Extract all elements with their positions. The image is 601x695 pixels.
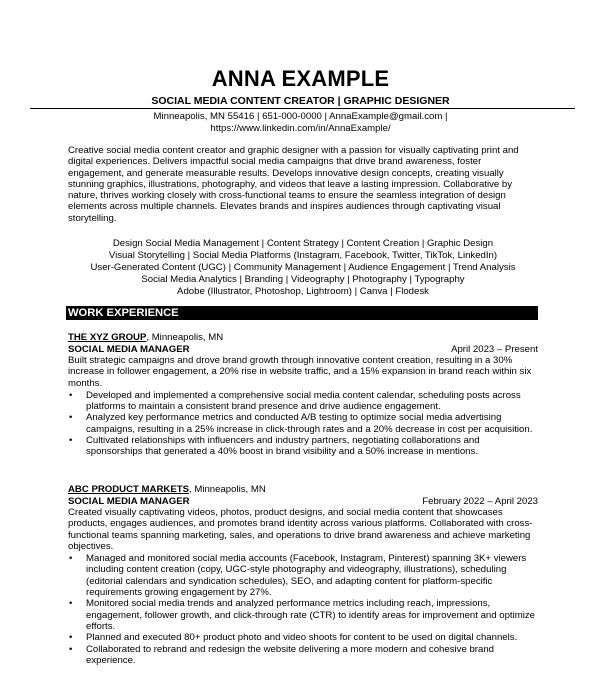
company-location: , Minneapolis, MN [146, 332, 224, 343]
list-item [68, 598, 538, 632]
candidate-name: ANNA EXAMPLE [211, 66, 390, 91]
bullet-icon: • [69, 553, 73, 565]
job-title: SOCIAL MEDIA MANAGER [68, 343, 190, 355]
contact-info [0, 111, 601, 135]
skills-line: Visual Storytelling | Social Media Platforms (Instagram, Facebook, Twitter, TikTok, LinkedIn) [108, 250, 498, 262]
skills-list [68, 238, 538, 298]
company-line [68, 332, 538, 344]
bullet-icon: • [69, 412, 73, 424]
skills-line: Design Social Media Management | Content Strategy | Content Creation | Graphic Design [112, 238, 494, 249]
skills-line: User-Generated Content (UGC) | Community Management | Audience Engagement | Trend Analysis [90, 262, 516, 274]
bullet-text: Planned and executed 80+ product photo and video shoots for content to be used on digital channels. [86, 632, 518, 644]
job-title-row [68, 344, 538, 356]
company-location: , Minneapolis, MN [189, 484, 266, 495]
list-item [68, 632, 538, 643]
bullet-text: Managed and monitored social media accounts (Facebook, Instagram, Pinterest) spanning 3K+ viewers including content creation (copy, UGC-style photography and videography, illustrations), scheduling (editorial calendars and syndication schedules), SEO, and adapting content for platform-specific requirements growing engagement by 27%. [86, 553, 527, 599]
list-item [68, 644, 538, 667]
list-item [68, 412, 538, 435]
bullet-icon: • [69, 435, 73, 447]
candidate-subtitle: SOCIAL MEDIA CONTENT CREATOR | GRAPHIC DESIGNER [151, 95, 450, 107]
list-item [68, 435, 538, 458]
bullet-text: Cultivated relationships with influencers and industry partners, negotiating collaborations and sponsorships that generated a 40% boost in brand visibility and a 50% increase in mentions. [86, 435, 480, 458]
company-name: THE XYZ GROUP [68, 332, 147, 343]
job-entry [68, 484, 538, 666]
bullet-text: Developed and implemented a comprehensive social media content calendar, scheduling posts across platforms to maintain a consistent brand presence and drive audience engagement. [86, 389, 521, 413]
job-description: Created visually captivating videos, photos, product designs, and social media content that showcases products, engages audiences, and promotes brand identity across various platforms. Collaborated with cross-functional teams spanning marketing, sales, and operations to drive brand awareness and achieve marketing objectives. [68, 507, 533, 552]
contact-line-1: Minneapolis, MN 55416 | 651-000-0000 | AnnaExample@gmail.com | [153, 111, 448, 122]
list-item [68, 390, 538, 413]
bullet-icon: • [69, 389, 73, 401]
header-divider [30, 108, 575, 109]
work-experience-heading: WORK EXPERIENCE [66, 306, 538, 320]
job-title: SOCIAL MEDIA MANAGER [68, 495, 190, 507]
job-dates: February 2022 – April 2023 [422, 495, 538, 507]
bullet-text: Monitored social media trends and analyzed performance metrics including reach, impressions, engagement, follower growth, and click-through rate (CTR) to identify areas for improvement and optimize efforts. [86, 598, 535, 632]
job-dates: April 2023 – Present [451, 343, 538, 355]
bullet-text: Analyzed key performance metrics and conducted A/B testing to optimize social media advertising campaigns, resulting in a 25% increase in click-through rates and a 20% decrease in cost per acquisition. [86, 412, 533, 435]
contact-line-2: https://www.linkedin.com/in/AnnaExample/ [210, 122, 391, 134]
list-item [68, 553, 538, 598]
job-description: Built strategic campaigns and drove brand growth through innovative content creation, resulting in a 30% increase in follower engagement, a 20% rise in website traffic, and a 15% expansion in brand reach within six months. [68, 355, 532, 389]
bullet-icon: • [69, 632, 73, 644]
job-title-row [68, 496, 538, 508]
job-entry [68, 332, 538, 458]
job-bullets [68, 553, 538, 666]
bullet-text: Collaborated to rebrand and redesign the website delivering a more modern and cohesive brand experience. [86, 643, 494, 666]
skills-line: Adobe (Illustrator, Photoshop, Lightroom) | Canva | Flodesk [177, 286, 429, 298]
company-name: ABC PRODUCT MARKETS [68, 484, 189, 495]
skills-line: Social Media Analytics | Branding | Videography | Photography | Typography [141, 274, 465, 286]
job-bullets [68, 390, 538, 458]
bullet-icon: • [69, 598, 73, 610]
professional-summary: Creative social media content creator and graphic designer with a passion for visually captivating print and digital experiences. Delivers impactful social media campaigns that drive brand awareness, foster engagement, and generate measurable results. Develops innovative design concepts, creating visually stunning graphics, illustrations, photography, and videos that leave a lasting impression. Collaborative by nature, thrives working closely with cross-functional teams to ensure the seamless integration of design elements across multiple channels. Elevates brands and inspires audiences through captivating visual storytelling. [68, 145, 519, 224]
bullet-icon: • [69, 643, 73, 655]
company-line [68, 484, 538, 496]
